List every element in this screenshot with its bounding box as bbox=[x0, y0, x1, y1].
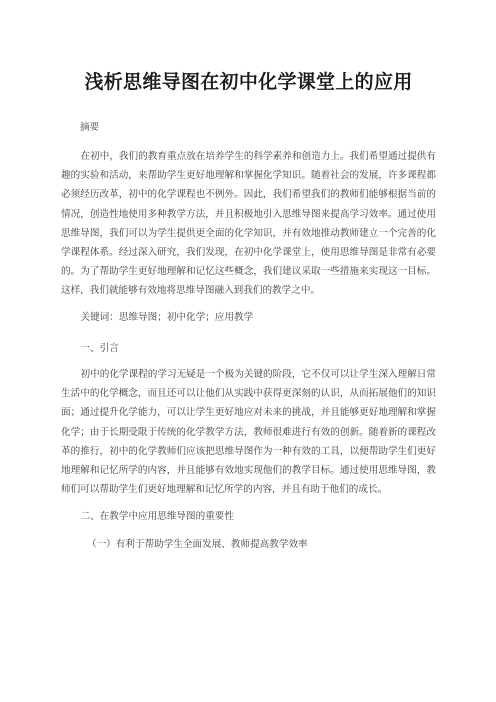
section-heading-importance: 二、在教学中应用思维导图的重要性 bbox=[80, 511, 234, 523]
subsection-heading-development: （一）有利于帮助学生全面发展、教师提高教学效率 bbox=[87, 538, 308, 550]
abstract-label: 摘要 bbox=[80, 122, 100, 133]
abstract-paragraph: 在初中，我们的教育重点放在培养学生的科学素养和创造力上。我们希望通过提供有趣的实验和活动，来帮助学生更好地理解和掌握化学知识。随着社会的发展，许多课程都必须经历改革，初中的化学课程也不例外。因此，我们希望我们的教师们能够根据当前的情况，创造性地使用多种教学方法，并且积极地引入思维导图来提高学习效率。通过使用思维导图，我们可以为学生提供更全面的化学知识，并有效地推动教师建立一个完善的化学课程体系。经过深入研究，我们发现，在初中化学课堂上，使用思维导图是非常有必要的。为了帮助学生更好地理解和记忆这些概念，我们建议采取一些措施来实现这一目标。这样，我们就能够有效地将思维导图融入到我们的教学之中。 bbox=[61, 151, 436, 297]
keywords-line: 关键词：思维导图；初中化学；应用教学 bbox=[80, 311, 254, 323]
introduction-paragraph: 初中的化学课程的学习无疑是一个极为关键的阶段，它不仅可以让学生深入理解日常生活中的化学概念，而且还可以让他们从实践中获得更深刻的认识，从而拓展他们的知识面；通过提升化学能力，可以让学生更好地应对未来的挑战，并且能够更好地理解和掌握化学；由于长期受限于传统的化学教学方法，教师很难进行有效的创新。随着新的课程改革的推行，初中的化学教师们应该把思维导图作为一种有效的工具，以便帮助学生们更好地理解和记忆所学的内容，并且能够有效地实现他们的教学目标。通过使用思维导图，教师们可以帮助学生们更好地理解和记忆所学的内容，并且有助于他们的成长。 bbox=[61, 369, 436, 496]
section-heading-introduction: 一、引言 bbox=[80, 342, 119, 354]
document-title: 浅析思维导图在初中化学课堂上的应用 bbox=[84, 71, 413, 93]
